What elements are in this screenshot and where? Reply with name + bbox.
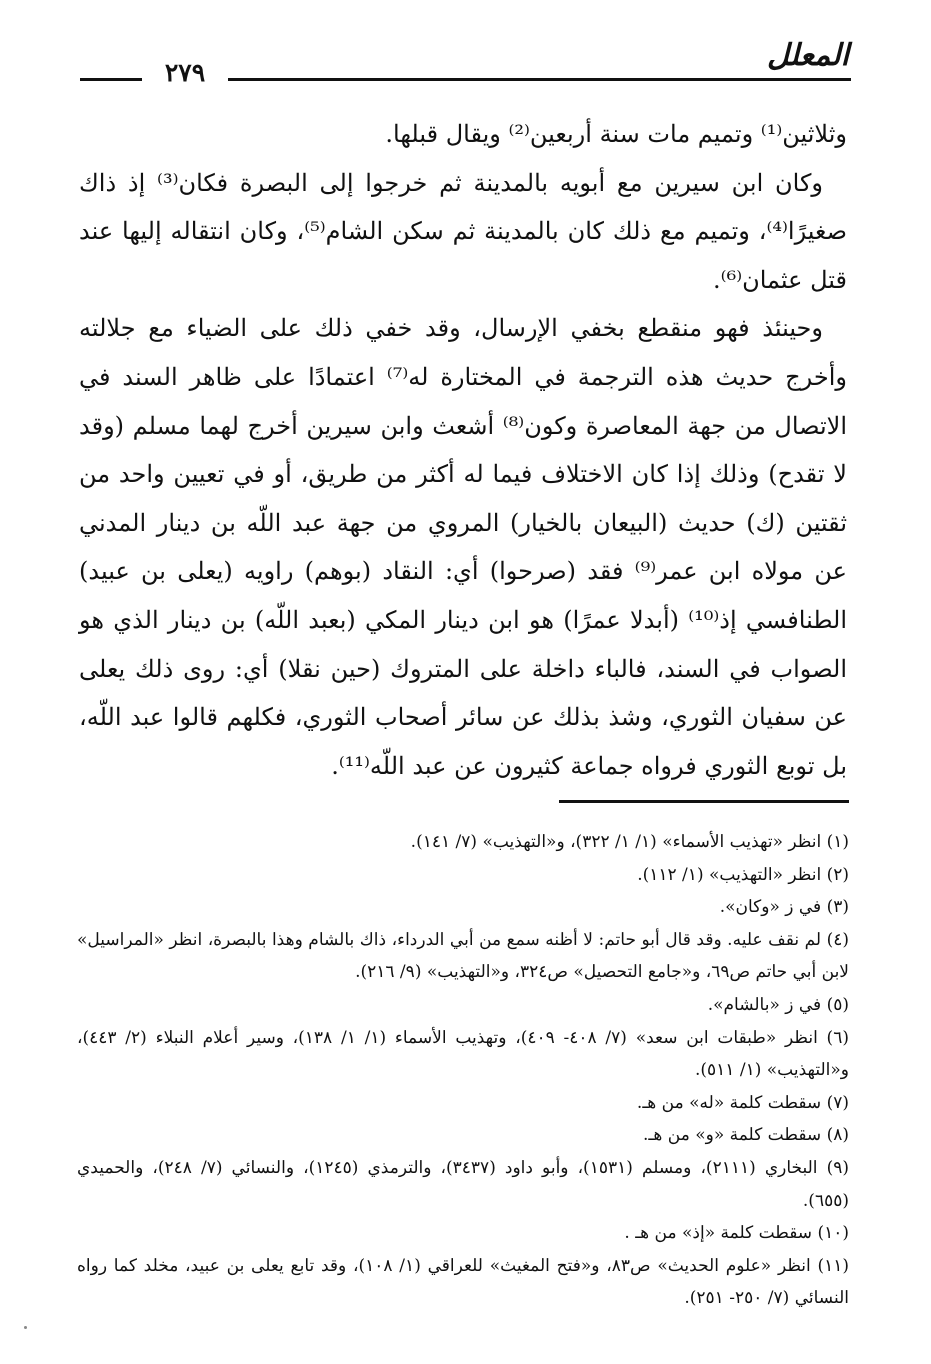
- footnote-separator: [559, 800, 849, 803]
- footnotes: [77, 826, 849, 1315]
- footnote: (٩) البخاري (٢١١١)، ومسلم (١٥٣١)، وأبو داود (٣٤٣٧)، والترمذي (١٢٤٥)، والنسائي (٧/ ٢٤٨)، والحميدي (٦٥٥).: [77, 1157, 850, 1211]
- footnote: (٧) سقطت كلمة «له» من هـ.: [636, 1092, 849, 1113]
- main-text: [79, 110, 847, 790]
- footnote: (٨) سقطت كلمة «و» من هـ.: [643, 1125, 849, 1146]
- running-title: المعلل: [767, 38, 849, 73]
- footnote: (٥) في ز «بالشام».: [707, 994, 849, 1015]
- paragraph: وثلاثين⁽¹⁾ وتميم مات سنة أربعين⁽²⁾ ويقال قبلها.: [385, 120, 847, 148]
- paragraph: وحينئذ فهو منقطع بخفي الإرسال، وقد خفي ذلك على الضياء مع جلالته وأخرج حديث هذه الترجمة في المختارة له⁽⁷⁾ اعتمادًا على ظاهر السند في الاتصال من جهة المعاصرة وكون⁽⁸⁾ أشعث وابن سيرين أخرج لهما مسلم (وقد لا تقدح) وذلك إذا كان الاختلاف فيما له أكثر من طريق، أو في تعيين واحد من ثقتين (ك) حديث (البيعان بالخيار) المروي من جهة عبد اللّه بن دينار المدني عن مولاه ابن عمر⁽⁹⁾ فقد (صرحوا) أي: النقاد (بوهم) راويه (يعلى بن عبيد) الطنافسي إذ⁽¹⁰⁾ (أبدلا عمرًا) هو ابن دينار المكي (بعبد اللّه) بن دينار الذي هو الصواب في السند، فالباء داخلة على المتروك (حين نقلا) أي: روى ذلك يعلى عن سفيان الثوري، وشذ بذلك عن سائر أصحاب الثوري، فكلهم قالوا عبد اللّه، بل توبع الثوري فرواه جماعة كثيرون عن عبد اللّه⁽¹¹⁾.: [79, 314, 847, 780]
- header-rule-short: [80, 78, 142, 81]
- footnote: (٦) انظر «طبقات ابن سعد» (٧/ ٤٠٨- ٤٠٩)، وتهذيب الأسماء (١/ ١/ ١٣٨)، وسير أعلام النبلاء (٢/ ٤٤٣)، و«التهذيب» (١/ ٥١١).: [77, 1027, 849, 1081]
- paragraph: وكان ابن سيرين مع أبويه بالمدينة ثم خرجوا إلى البصرة فكان⁽³⁾ إذ ذاك صغيرًا⁽⁴⁾، وتميم مع ذلك كان بالمدينة ثم سكن الشام⁽⁵⁾، وكان انتقاله إليها عند قتل عثمان⁽⁶⁾.: [79, 168, 848, 294]
- footnote: (١) انظر «تهذيب الأسماء» (١/ ١/ ٣٢٢)، و«التهذيب» (٧/ ١٤١).: [410, 832, 849, 852]
- footnote: (١٠) سقطت كلمة «إذ» من هـ .: [624, 1223, 849, 1244]
- footnote: (٢) انظر «التهذيب» (١/ ١١٢).: [637, 864, 849, 885]
- footnote: (٤) لم نقف عليه. وقد قال أبو حاتم: لا أظنه سمع من أبي الدرداء، ذاك بالشام وهذا بالبصرة، انظر «المراسيل» لابن أبي حاتم ص٦٩، و«جامع التحصيل» ص٣٢٤، و«التهذيب» (٩/ ٢١٦).: [77, 929, 849, 983]
- page-number: ٢٧٩: [164, 58, 206, 87]
- scan-speck: [24, 1326, 27, 1329]
- header-rule: [228, 78, 851, 81]
- footnote: (١١) انظر «علوم الحديث» ص٨٣، و«فتح المغيث» للعراقي (١/ ١٠٨)، وقد تابع يعلى بن عبيد، مخلد كما رواه النسائي (٧/ ٢٥٠- ٢٥١).: [77, 1255, 850, 1309]
- footnote: (٣) في ز «وكان».: [719, 897, 849, 918]
